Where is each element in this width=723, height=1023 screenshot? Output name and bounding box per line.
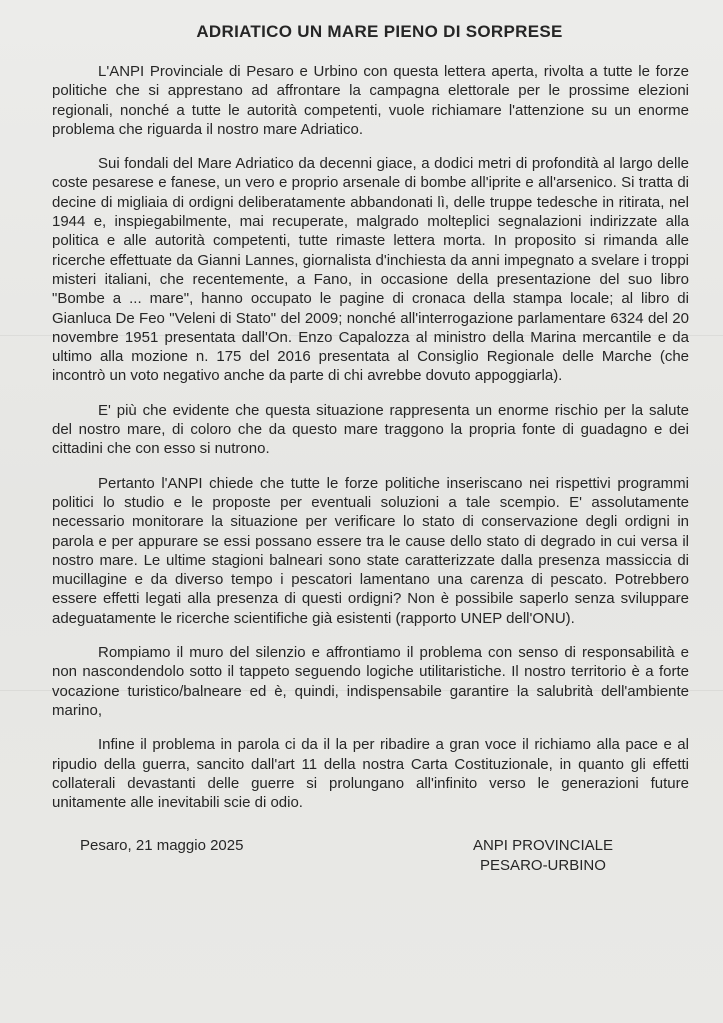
- paragraph-request: Pertanto l'ANPI chiede che tutte le forze politiche inseriscano nei rispettivi programmi politici lo studio e le proposte per eventuali soluzioni a tale scempio. E' assolutamente necessario monitorare la situazione per verificare lo stato di conservazione degli ordigni in parola e per appurare se essi possano essere tra le cause dello stato di degrado in cui versa il nostro mare. Le ultime stagioni balneari sono state caratterizzate dalla presenza massiccia di mucillagine e da diverso tempo i pescatori lamentano una carenza di pescato. Potrebbero essere effetti legati alla presenza di questi ordigni? Non è possibile saperlo senza sviluppare adeguatamente le ricerche scientifiche già esistenti (rapporto UNEP dell'ONU).: [52, 474, 689, 627]
- paper-fold-line: [0, 335, 723, 336]
- letter-footer: [52, 836, 689, 896]
- letter-title: ADRIATICO UN MARE PIENO DI SORPRESE: [196, 22, 563, 41]
- paragraph-arsenal: Sui fondali del Mare Adriatico da decenni giace, a dodici metri di profondità al largo delle coste pesarese e fanese, un vero e proprio arsenale di bombe all'iprite e all'arsenico. Si tratta di decine di migliaia di ordigni deliberatamente abbandonati lì, delle truppe tedesche in ritirata, nel 1944 e, inspiegabilmente, mai recuperate, malgrado molteplici segnalazioni indirizzate alla politica e alle autorità competenti, tutte rimaste lettera morta. In proposito si rimanda alle ricerche effettuate da Gianni Lannes, giornalista d'inchiesta da anni impegnato a svelare i troppi misteri italiani, che recentemente, a Fano, in occasione della presentazione del suo libro "Bombe a ... mare", hanno occupato le pagine di cronaca della stampa locale; al libro di Gianluca De Feo "Veleni di Stato" del 2009; nonché all'interrogazione parlamentare 6324 del 20 novembre 1951 presentata dall'On. Enzo Capalozza al ministro della Marina mercantile e da ultimo alla mozione n. 175 del 2016 presentata al Consiglio Regionale delle Marche (che incontrò un voto negativo anche da parte di chi avrebbe dovuto appoggiarla).: [52, 155, 689, 385]
- signature-line-2: PESARO-URBINO: [480, 857, 606, 875]
- signature-block: [473, 836, 613, 876]
- place-date: Pesaro, 21 maggio 2025: [80, 837, 244, 855]
- paragraph-risk: E' più che evidente che questa situazione rappresenta un enorme rischio per la salute del nostro mare, di coloro che da questo mare traggono la propria fonte di guadagno e dei cittadini che con esso si nutrono.: [52, 401, 689, 458]
- paragraph-peace: Infine il problema in parola ci da il la per ribadire a gran voce il richiamo alla pace e al ripudio della guerra, sancito dall'art 11 della nostra Carta Costituzionale, in quanto gli effetti collaterali devastanti delle guerre si prolungano all'infinito verso le generazioni future unitamente alle inevitabili scie di odio.: [52, 736, 689, 812]
- signature-line-1: ANPI PROVINCIALE: [472, 837, 613, 855]
- paragraph-intro: L'ANPI Provinciale di Pesaro e Urbino con questa lettera aperta, rivolta a tutte le forze politiche che si apprestano ad affrontare la campagna elettorale per le prossime elezioni regionali, nonché a tutte le autorità competenti, vuole richiamare l'attenzione su un enorme problema che riguarda il nostro mare Adriatico.: [52, 63, 689, 138]
- paper-fold-line: [0, 690, 723, 691]
- paragraph-silence: Rompiamo il muro del silenzio e affrontiamo il problema con senso di responsabilità e non nascondendolo sotto il tappeto seguendo logiche utilitaristiche. Il nostro territorio è a forte vocazione turistico/balneare ed è, quindi, indispensabile garantire la salubrità dell'ambiente marino,: [52, 644, 689, 719]
